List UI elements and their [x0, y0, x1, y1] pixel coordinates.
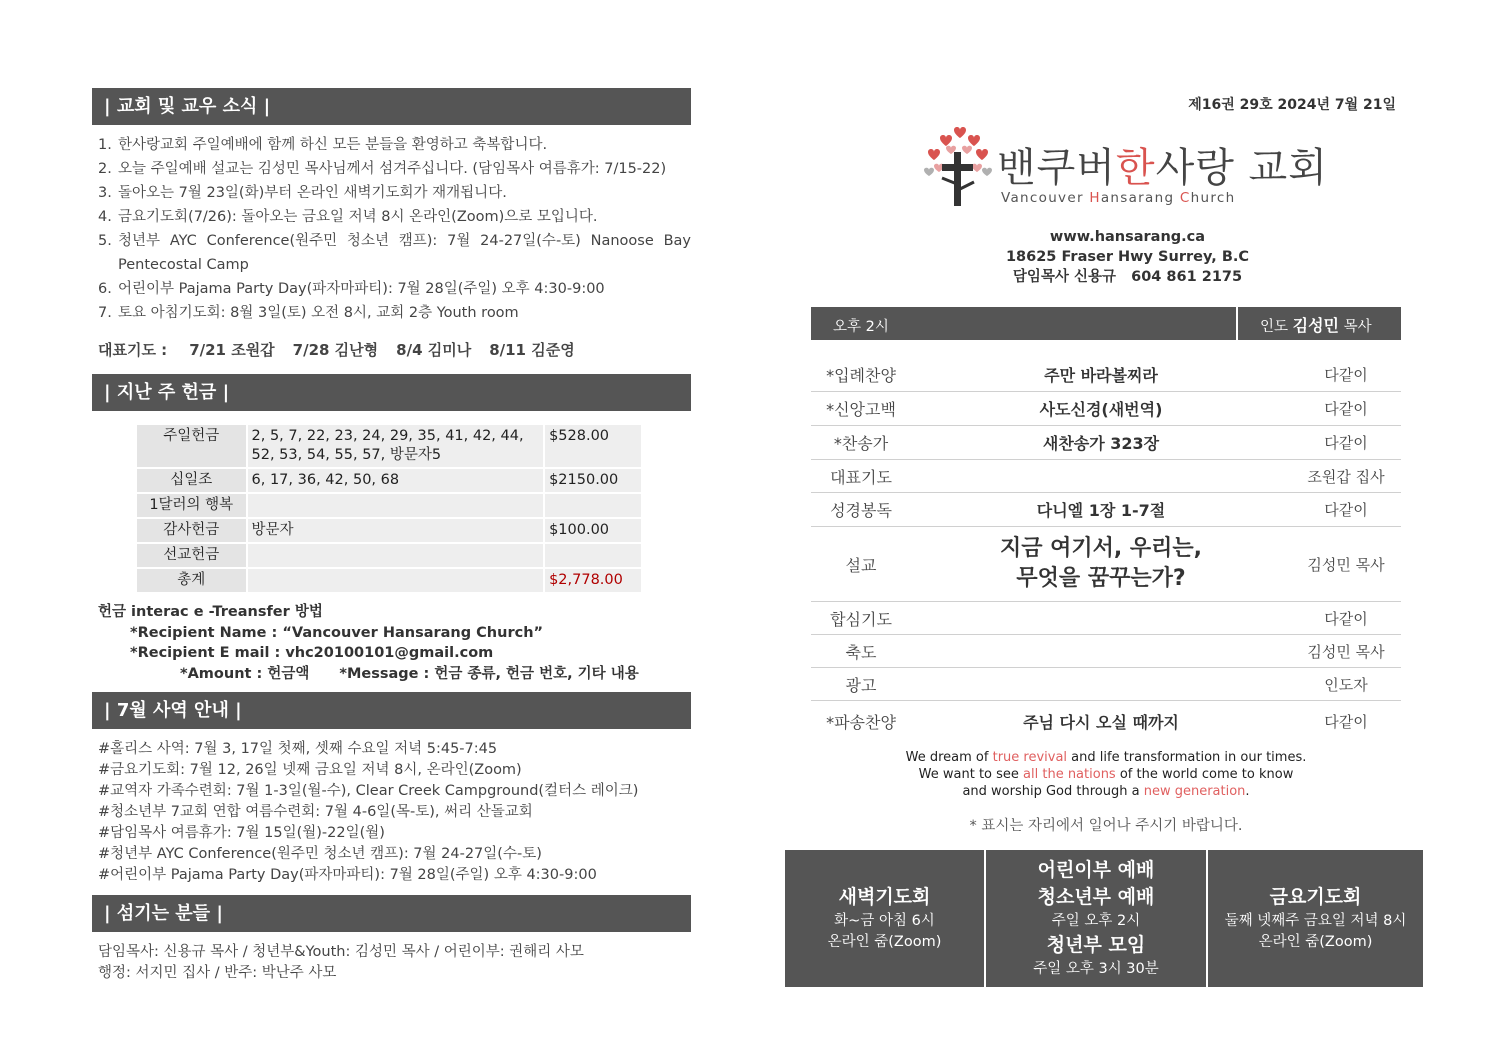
church-name-part: ansarang [1100, 190, 1180, 206]
vision-accent: new generation [1143, 784, 1246, 799]
offering-name: 총계 [136, 568, 247, 593]
box-text: 온라인 줌(Zoom) [827, 934, 942, 950]
order-of-service [811, 357, 1401, 741]
news-section-header: | 교회 및 교우 소식 | [92, 88, 691, 125]
prayer-entry: 7/21 조원갑 [189, 341, 275, 359]
church-name-part: 밴쿠버 [997, 145, 1116, 191]
standing-note: * 표시는 자리에서 일어나 주시기 바랍니다. [969, 818, 1243, 834]
box-text: 주일 오후 3시 30분 [1033, 961, 1159, 977]
meeting-boxes [785, 850, 1423, 987]
order-row [811, 635, 1401, 668]
offering-amount [544, 493, 642, 518]
order-part: 축도 [845, 642, 877, 662]
box-text: 화~금 아침 6시 [834, 913, 935, 929]
item-text: 한사랑교회 주일예배에 함께 하신 모든 분들을 환영하고 축복합니다. [118, 137, 548, 153]
kids-youth-box [984, 850, 1206, 987]
order-row [811, 493, 1401, 527]
vision-text: of the world come to know [1115, 767, 1294, 782]
list-item [98, 301, 691, 325]
church-name-accent: C [1179, 190, 1191, 206]
item-text: 돌아오는 7월 23일(화)부터 온라인 새벽기도회가 재개됩니다. [118, 185, 507, 201]
service-time: 오후 2시 [833, 319, 889, 335]
order-content: 주만 바라볼찌라 [1044, 365, 1158, 385]
offering-name: 1달러의 행복 [136, 493, 247, 518]
order-by: 다같이 [1324, 434, 1368, 452]
item-number: 4. [98, 209, 112, 225]
address: 18625 Fraser Hwy Surrey, B.C [1005, 249, 1250, 265]
vision-text: We dream of [905, 750, 993, 765]
church-name-part: Vancouver [1001, 190, 1090, 206]
pastor-phone: 담임목사 신용규 604 861 2175 [1012, 269, 1243, 285]
order-row [811, 701, 1401, 741]
order-row [811, 357, 1401, 392]
list-item [98, 133, 691, 157]
order-part: 설교 [845, 555, 877, 575]
item-text: 토요 아침기도회: 8월 3일(토) 오전 8시, 교회 2층 Youth room [118, 305, 519, 321]
tree-cross-heart-logo-icon [920, 124, 996, 210]
order-row [811, 460, 1401, 493]
vision-line [811, 766, 1401, 783]
list-item: #청년부 AYC Conference(원주민 청소년 캠프): 7월 24-27일(수-토) [98, 846, 542, 862]
vision-line [811, 749, 1401, 766]
order-by: 다같이 [1324, 400, 1368, 418]
prayer-entry: 8/11 김준영 [489, 341, 575, 359]
leader-name: 김성민 [1292, 316, 1339, 335]
table-row [136, 543, 642, 568]
item-number: 3. [98, 185, 112, 201]
offering-total-amount: $2,778.00 [544, 568, 642, 593]
vision-accent: all the nations [1023, 767, 1116, 782]
servants-line: 담임목사: 신용규 목사 / 청년부&Youth: 김성민 목사 / 어린이부: 권해리 사모 [98, 944, 584, 960]
amount-note: *Amount : 헌금액 [180, 665, 310, 682]
vision-text: and life transformation in our times. [1067, 750, 1307, 765]
table-row [136, 468, 642, 493]
item-number: 5. [98, 233, 112, 249]
order-row [811, 392, 1401, 426]
order-by: 다같이 [1324, 712, 1368, 731]
etransfer-info [98, 602, 691, 684]
representative-prayer-row [98, 339, 691, 360]
leader-label: 인도 [1260, 319, 1289, 335]
leader-title: 목사 [1343, 319, 1372, 335]
vision-text: and worship God through a [962, 784, 1144, 799]
order-by: 다같이 [1324, 501, 1368, 519]
etransfer-title: 헌금 interac e -Treansfer 방법 [98, 604, 323, 620]
list-item [98, 277, 691, 301]
offering-name: 감사헌금 [136, 518, 247, 543]
box-title: 청소년부 예배 [1037, 886, 1155, 908]
sermon-title [911, 534, 1291, 594]
offering-table [135, 423, 643, 594]
order-by: 다같이 [1324, 365, 1368, 384]
news-list [98, 133, 691, 325]
item-text: 어린이부 Pajama Party Day(파자마파티): 7월 28일(주일) 오후 4:30-9:00 [118, 281, 605, 297]
service-leader [1260, 313, 1372, 336]
offering-name: 선교헌금 [136, 543, 247, 568]
order-part: *신앙고백 [826, 400, 896, 419]
offering-table-wrap [135, 423, 643, 594]
recipient-email: *Recipient E mail : vhc20100101@gmail.com [130, 645, 494, 661]
church-name-accent: H [1089, 190, 1101, 206]
list-item: #어린이부 Pajama Party Day(파자마파티): 7월 28일(주일) 오후 4:30-9:00 [98, 867, 597, 883]
servants-line: 행정: 서지민 집사 / 반주: 박난주 사모 [98, 965, 337, 981]
offering-amount: $100.00 [544, 518, 642, 543]
vision-accent: true revival [992, 750, 1068, 765]
offering-name: 주일헌금 [136, 424, 247, 468]
order-content: 다니엘 1장 1-7절 [1036, 501, 1166, 520]
offering-numbers [247, 543, 545, 568]
prayer-entry: 8/4 김미나 [396, 341, 472, 359]
box-title: 새벽기도회 [838, 886, 931, 908]
vision-text: We want to see [918, 767, 1024, 782]
offering-amount: $528.00 [544, 424, 642, 468]
box-title: 청년부 모임 [1046, 934, 1146, 956]
box-title: 어린이부 예배 [1037, 859, 1155, 881]
offering-amount [544, 543, 642, 568]
order-part: *파송찬양 [826, 712, 896, 732]
dawn-prayer-box [785, 850, 984, 987]
item-text: 청년부 AYC Conference(원주민 청소년 캠프): 7월 24-27일(수-토) Nanoose Bay Pentecostal Camp [118, 233, 691, 273]
list-item [98, 229, 691, 277]
service-header-bar [811, 307, 1401, 340]
website-link[interactable]: www.hansarang.ca [1049, 229, 1206, 245]
amount-message-row [98, 664, 691, 685]
vision-line [811, 783, 1401, 800]
order-content: 새찬송가 323장 [1042, 434, 1160, 453]
list-item: #홀리스 사역: 7월 3, 17일 첫째, 셋째 수요일 저녁 5:45-7:45 [98, 741, 498, 757]
order-by: 조원갑 집사 [1307, 467, 1385, 486]
order-part: *찬송가 [833, 434, 889, 453]
box-text: 둘째 넷째주 금요일 저녁 8시 [1224, 913, 1407, 929]
offering-numbers: 6, 17, 36, 42, 50, 68 [247, 468, 545, 493]
list-item: #금요기도회: 7월 12, 26일 넷째 금요일 저녁 8시, 온라인(Zoom) [98, 762, 522, 778]
vision-statement [811, 749, 1401, 800]
servants-info [98, 942, 691, 984]
offering-name: 십일조 [136, 468, 247, 493]
church-name-english [1001, 190, 1236, 206]
order-part: 광고 [845, 675, 877, 695]
ministry-section-header: | 7월 사역 안내 | [92, 692, 691, 729]
order-by: 김성민 목사 [1307, 555, 1385, 574]
order-content: 사도신경(새번역) [1039, 400, 1163, 419]
offering-numbers: 2, 5, 7, 22, 23, 24, 29, 35, 41, 42, 44, 52, 53, 54, 55, 57, 방문자5 [247, 424, 545, 468]
offering-numbers [247, 568, 545, 593]
vision-text: . [1245, 784, 1250, 799]
item-text: 금요기도회(7/26): 돌아오는 금요일 저녁 8시 온라인(Zoom)으로 모입니다. [118, 209, 598, 225]
offering-amount: $2150.00 [544, 468, 642, 493]
offering-numbers [247, 493, 545, 518]
issue-date: 제16권 29호 2024년 7월 21일 [1188, 97, 1396, 113]
order-part: 대표기도 [830, 467, 892, 487]
church-name-part: 사랑 교회 [1155, 145, 1328, 191]
order-content: 주님 다시 오실 때까지 [1023, 712, 1179, 732]
order-by: 다같이 [1324, 609, 1368, 628]
order-by: 김성민 목사 [1307, 642, 1385, 661]
order-row [811, 426, 1401, 460]
offering-section-header: | 지난 주 헌금 | [92, 374, 691, 411]
offering-numbers: 방문자 [247, 518, 545, 543]
order-by: 인도자 [1324, 675, 1368, 694]
prayer-entry: 7/28 김난형 [292, 341, 379, 359]
list-item: #담임목사 여름휴가: 7월 15일(월)-22일(월) [98, 825, 385, 841]
order-part: 합심기도 [830, 609, 892, 629]
left-column [92, 88, 691, 984]
church-name-accent: 한 [1115, 145, 1156, 191]
contact-info [925, 227, 1330, 287]
order-row [811, 668, 1401, 701]
box-text: 온라인 줌(Zoom) [1258, 934, 1373, 950]
sermon-title-line: 지금 여기서, 우리는, [999, 536, 1203, 561]
item-number: 6. [98, 281, 112, 297]
church-logo [920, 124, 1328, 210]
list-item: #청소년부 7교회 연합 여름수련회: 7월 4-6일(목-토), 써리 산돌교회 [98, 804, 533, 820]
order-part: *입례찬양 [826, 365, 896, 385]
divider [1236, 307, 1238, 340]
prayer-label: 대표기도 : [98, 341, 168, 359]
list-item [98, 157, 691, 181]
order-row-sermon [811, 527, 1401, 602]
list-item [98, 181, 691, 205]
table-row [136, 493, 642, 518]
list-item: #교역자 가족수련회: 7월 1-3일(월-수), Clear Creek Campground(컬터스 레이크) [98, 783, 639, 799]
item-number: 1. [98, 137, 112, 153]
order-row [811, 602, 1401, 635]
message-note: *Message : 헌금 종류, 헌금 번호, 기타 내용 [339, 665, 639, 682]
item-number: 2. [98, 161, 112, 177]
friday-prayer-box [1206, 850, 1423, 987]
table-row [136, 518, 642, 543]
church-name-part: hurch [1190, 190, 1236, 206]
servants-section-header: | 섬기는 분들 | [92, 895, 691, 932]
table-row [136, 568, 642, 593]
order-part: 성경봉독 [830, 501, 892, 520]
table-row [136, 424, 642, 468]
item-text: 오늘 주일예배 설교는 김성민 목사님께서 섬겨주십니다. (담임목사 여름휴가: 7/15-22) [118, 161, 667, 177]
church-name-korean [997, 136, 1328, 193]
recipient-name: *Recipient Name : “Vancouver Hansarang Church” [130, 624, 544, 641]
ministry-list [98, 739, 691, 886]
box-title: 금요기도회 [1269, 886, 1362, 908]
box-text: 주일 오후 2시 [1051, 913, 1141, 929]
list-item [98, 205, 691, 229]
sermon-title-line: 무엇을 꿈꾸는가? [1016, 566, 1186, 591]
item-number: 7. [98, 305, 112, 321]
